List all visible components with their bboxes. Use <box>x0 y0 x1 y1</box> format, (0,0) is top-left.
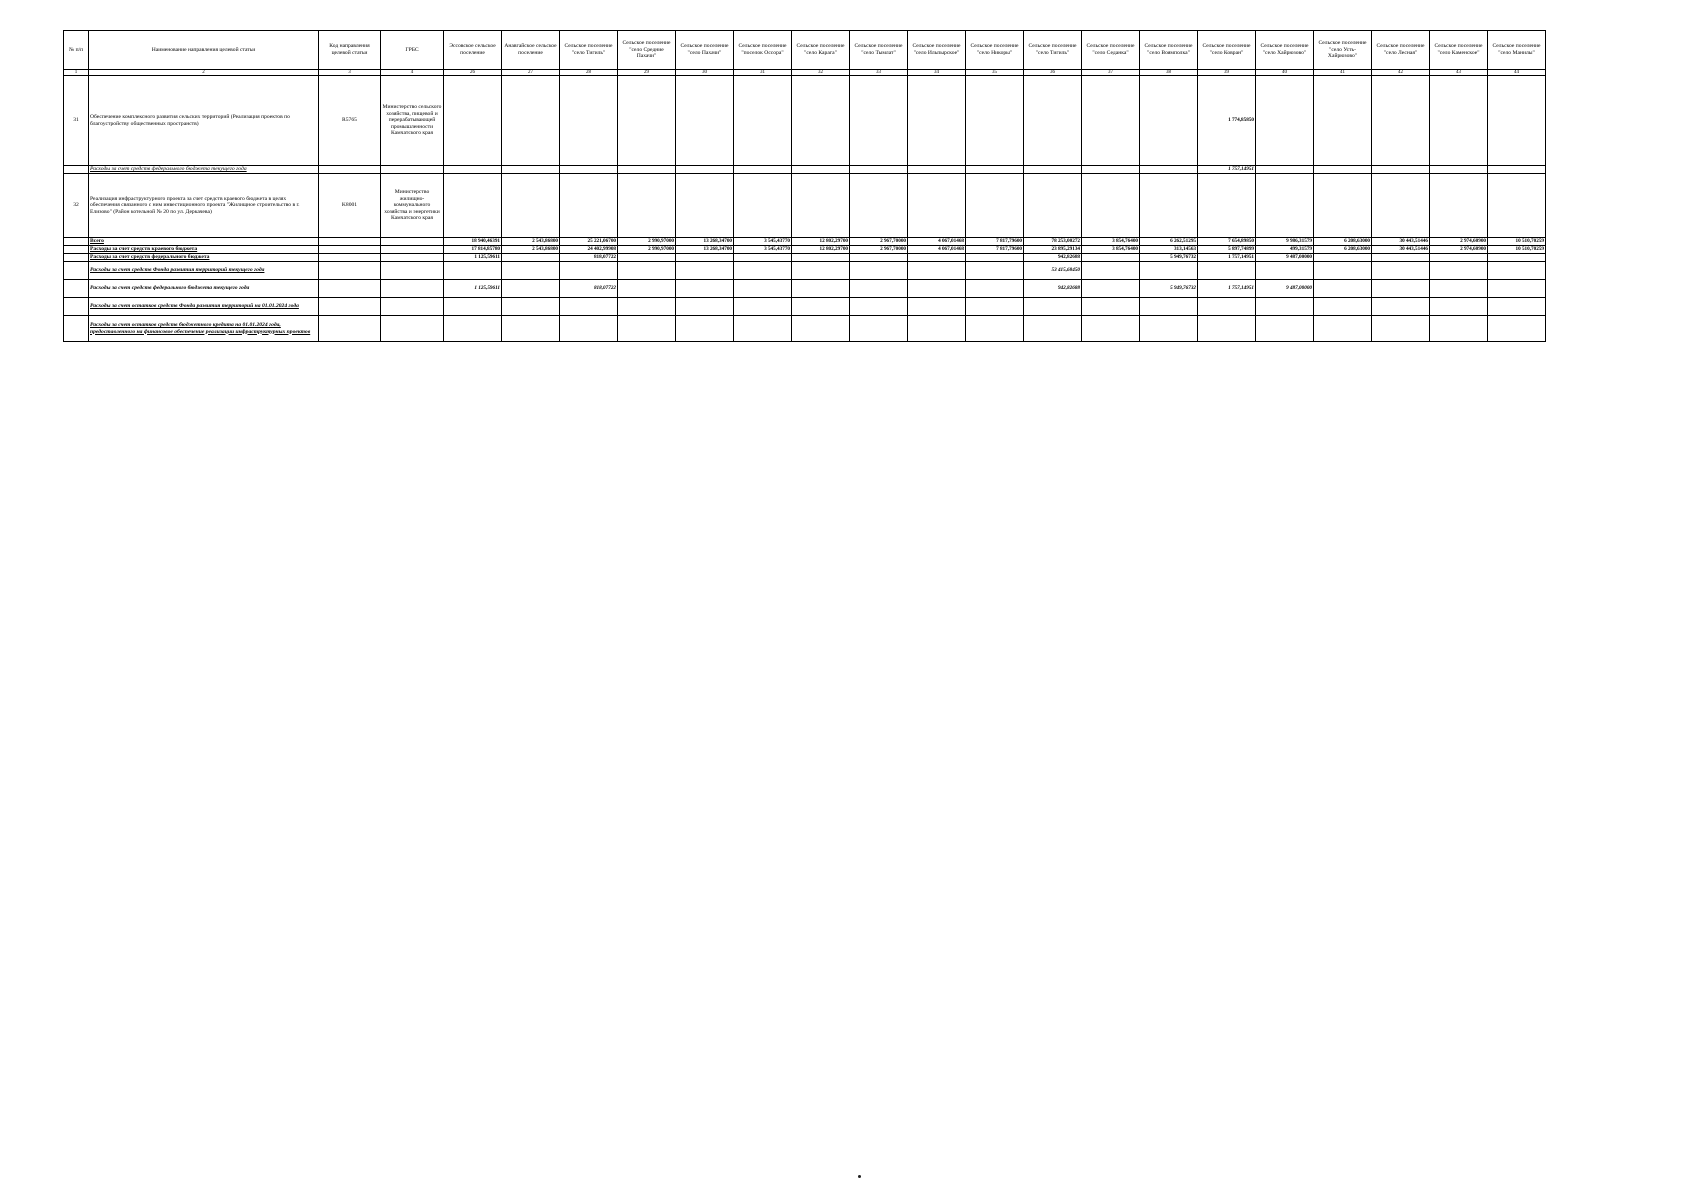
column-number: 27 <box>502 70 560 76</box>
value-cell <box>850 316 908 342</box>
value-cell <box>560 298 618 316</box>
value-cell <box>676 298 734 316</box>
value-cell <box>792 76 850 166</box>
column-number: 40 <box>1256 70 1314 76</box>
column-header: Сельское поселение "село Седанка" <box>1082 31 1140 70</box>
value-cell <box>444 262 502 280</box>
value-cell <box>618 316 676 342</box>
value-cell <box>792 254 850 262</box>
empty-cell <box>319 246 381 254</box>
value-cell <box>676 166 734 174</box>
value-cell <box>1024 76 1082 166</box>
value-cell: 78 253,00272 <box>1024 238 1082 246</box>
column-header: Сельское поселение "село Тигиль" <box>1024 31 1082 70</box>
value-cell <box>908 262 966 280</box>
row-name: Расходы за счет средств федерального бюджета текущего года <box>89 166 319 174</box>
value-cell <box>560 262 618 280</box>
column-header: Сельское поселение "село Хайрюзово" <box>1256 31 1314 70</box>
value-cell: 2 967,70000 <box>850 246 908 254</box>
value-cell <box>1430 316 1488 342</box>
row-grbs: Министерство жилищно-коммунального хозяйства и энергетики Камчатского края <box>381 174 444 238</box>
value-cell <box>1256 262 1314 280</box>
empty-cell <box>381 316 444 342</box>
column-number: 31 <box>734 70 792 76</box>
value-cell <box>734 76 792 166</box>
value-cell <box>1488 254 1546 262</box>
value-cell <box>734 166 792 174</box>
empty-cell <box>64 246 89 254</box>
empty-cell <box>64 238 89 246</box>
table-row-total <box>64 238 1546 246</box>
value-cell <box>734 254 792 262</box>
column-number: 36 <box>1024 70 1082 76</box>
value-cell: 18 940,46391 <box>444 238 502 246</box>
value-cell: 4 067,01468 <box>908 238 966 246</box>
value-cell <box>1488 262 1546 280</box>
value-cell: 2 990,97000 <box>618 238 676 246</box>
column-number: 29 <box>618 70 676 76</box>
value-cell <box>792 298 850 316</box>
value-cell <box>966 174 1024 238</box>
column-header: Сельское поселение "село Тигиль" <box>560 31 618 70</box>
value-cell <box>1314 280 1372 298</box>
column-header: Сельское поселение "село Манилы" <box>1488 31 1546 70</box>
value-cell <box>1256 166 1314 174</box>
value-cell <box>966 262 1024 280</box>
column-number: 34 <box>908 70 966 76</box>
value-cell <box>792 262 850 280</box>
value-cell: 53 415,68450 <box>1024 262 1082 280</box>
value-cell <box>1256 298 1314 316</box>
value-cell: 7 654,89850 <box>1198 238 1256 246</box>
column-header: Анавгайское сельское поселение <box>502 31 560 70</box>
table-row-fund-current <box>64 262 1546 280</box>
value-cell <box>560 76 618 166</box>
table-row-31-sub <box>64 166 1546 174</box>
value-cell <box>908 254 966 262</box>
value-cell: 13 268,34700 <box>676 246 734 254</box>
column-number: 37 <box>1082 70 1140 76</box>
stray-dot-mark <box>858 1175 861 1178</box>
row-name: Расходы за счет средств федерального бюджета <box>89 254 319 262</box>
value-cell <box>1140 166 1198 174</box>
value-cell <box>850 254 908 262</box>
value-cell <box>618 166 676 174</box>
value-cell <box>908 298 966 316</box>
value-cell <box>1082 76 1140 166</box>
value-cell: 30 443,51446 <box>1372 238 1430 246</box>
value-cell: 2 967,70000 <box>850 238 908 246</box>
value-cell <box>618 174 676 238</box>
row-number: 32 <box>64 174 89 238</box>
value-cell: 313,14563 <box>1140 246 1198 254</box>
budget-table <box>63 30 1546 342</box>
column-number: 41 <box>1314 70 1372 76</box>
value-cell <box>1430 166 1488 174</box>
row-name: Расходы за счет средств федерального бюджета текущего года <box>89 280 319 298</box>
value-cell <box>1082 262 1140 280</box>
value-cell: 5 949,76732 <box>1140 254 1198 262</box>
value-cell <box>966 166 1024 174</box>
value-cell <box>1488 166 1546 174</box>
value-cell: 2 974,60900 <box>1430 238 1488 246</box>
value-cell <box>1488 280 1546 298</box>
value-cell <box>1198 174 1256 238</box>
empty-cell <box>64 166 89 174</box>
value-cell <box>1372 174 1430 238</box>
empty-cell <box>64 280 89 298</box>
value-cell <box>850 174 908 238</box>
value-cell <box>1314 166 1372 174</box>
value-cell <box>676 254 734 262</box>
table-row-fund-remains <box>64 298 1546 316</box>
value-cell <box>1082 174 1140 238</box>
column-header: Сельское поселение "село Пахачи" <box>676 31 734 70</box>
value-cell <box>850 298 908 316</box>
value-cell <box>1024 166 1082 174</box>
value-cell: 10 510,70259 <box>1488 246 1546 254</box>
column-header: Сельское поселение "село Карага" <box>792 31 850 70</box>
value-cell: 10 510,70259 <box>1488 238 1546 246</box>
value-cell <box>1198 262 1256 280</box>
value-cell <box>1256 174 1314 238</box>
value-cell: 12 802,29700 <box>792 238 850 246</box>
value-cell <box>966 254 1024 262</box>
column-header: Сельское поселение "село Ковран" <box>1198 31 1256 70</box>
value-cell <box>1082 316 1140 342</box>
value-cell <box>1082 298 1140 316</box>
value-cell <box>444 166 502 174</box>
column-header: Эссовское сельское поселение <box>444 31 502 70</box>
empty-cell <box>64 298 89 316</box>
value-cell <box>1140 76 1198 166</box>
value-cell <box>966 316 1024 342</box>
value-cell <box>1140 174 1198 238</box>
value-cell <box>1372 254 1430 262</box>
budget-table-sheet <box>63 30 1546 342</box>
value-cell <box>966 298 1024 316</box>
value-cell <box>850 76 908 166</box>
value-cell <box>966 76 1024 166</box>
value-cell <box>1314 254 1372 262</box>
column-header: Сельское поселение "село Никоры" <box>966 31 1024 70</box>
value-cell: 4 067,01468 <box>908 246 966 254</box>
value-cell <box>1256 316 1314 342</box>
value-cell <box>1256 76 1314 166</box>
value-cell: 6 208,63000 <box>1314 238 1372 246</box>
value-cell: 499,31579 <box>1256 246 1314 254</box>
value-cell <box>618 254 676 262</box>
value-cell: 2 974,60900 <box>1430 246 1488 254</box>
value-cell <box>1024 174 1082 238</box>
empty-cell <box>319 280 381 298</box>
column-number: 44 <box>1488 70 1546 76</box>
value-cell <box>792 316 850 342</box>
value-cell: 25 221,06700 <box>560 238 618 246</box>
value-cell <box>1198 316 1256 342</box>
value-cell: 5 949,76732 <box>1140 280 1198 298</box>
value-cell <box>676 262 734 280</box>
value-cell: 2 543,86800 <box>502 238 560 246</box>
empty-cell <box>381 280 444 298</box>
value-cell: 6 208,63000 <box>1314 246 1372 254</box>
column-number: 3 <box>319 70 381 76</box>
value-cell <box>502 298 560 316</box>
column-header: Сельское поселение "село Тымлат" <box>850 31 908 70</box>
value-cell <box>444 174 502 238</box>
value-cell: 3 545,43770 <box>734 246 792 254</box>
value-cell: 1 757,14951 <box>1198 280 1256 298</box>
column-header: № п/п <box>64 31 89 70</box>
value-cell <box>734 174 792 238</box>
value-cell <box>560 316 618 342</box>
column-number: 33 <box>850 70 908 76</box>
row-name: Расходы за счет средств Фонда развития территорий текущего года <box>89 262 319 280</box>
value-cell <box>1372 316 1430 342</box>
value-cell: 1 125,59611 <box>444 254 502 262</box>
value-cell <box>850 262 908 280</box>
column-number: 42 <box>1372 70 1430 76</box>
row-grbs: Министерство сельского хозяйства, пищевой и перерабатывающей промышленности Камчатского края <box>381 76 444 166</box>
value-cell <box>502 174 560 238</box>
value-cell <box>502 166 560 174</box>
value-cell <box>1372 298 1430 316</box>
column-header: Сельское поселение "село Средние Пахачи" <box>618 31 676 70</box>
value-cell: 24 402,99908 <box>560 246 618 254</box>
value-cell <box>908 280 966 298</box>
value-cell <box>1488 316 1546 342</box>
column-number: 39 <box>1198 70 1256 76</box>
row-name: Расходы за счет остатков средств бюджетного кредита на 01.01.2024 года, предоставленного на финансовое обеспечение реализации инфраструктурных проектов <box>89 316 319 342</box>
value-cell <box>1024 316 1082 342</box>
empty-cell <box>319 166 381 174</box>
value-cell: 1 125,59611 <box>444 280 502 298</box>
column-number: 4 <box>381 70 444 76</box>
value-cell: 6 262,51295 <box>1140 238 1198 246</box>
row-number: 31 <box>64 76 89 166</box>
column-number: 32 <box>792 70 850 76</box>
value-cell: 942,82688 <box>1024 280 1082 298</box>
row-code: R5765 <box>319 76 381 166</box>
table-row-federal <box>64 254 1546 262</box>
value-cell: 818,07722 <box>560 280 618 298</box>
empty-cell <box>319 316 381 342</box>
column-header: Код направления целевой статьи <box>319 31 381 70</box>
value-cell: 9 487,00000 <box>1256 280 1314 298</box>
value-cell: 9 487,00000 <box>1256 254 1314 262</box>
row-name: Расходы за счет средств краевого бюджета <box>89 246 319 254</box>
value-cell <box>1082 166 1140 174</box>
value-cell <box>1372 166 1430 174</box>
value-cell <box>908 316 966 342</box>
value-cell <box>1314 262 1372 280</box>
value-cell: 7 817,79600 <box>966 246 1024 254</box>
value-cell <box>1140 298 1198 316</box>
value-cell <box>1430 174 1488 238</box>
table-row-31 <box>64 76 1546 166</box>
value-cell: 1 774,85850 <box>1198 76 1256 166</box>
value-cell <box>502 316 560 342</box>
empty-cell <box>381 238 444 246</box>
value-cell <box>444 76 502 166</box>
column-header: Сельское поселение "село Каменское" <box>1430 31 1488 70</box>
column-header: Сельское поселение "поселок Оссора" <box>734 31 792 70</box>
row-name: Реализация инфраструктурного проекта за счет средств краевого бюджета в целях обеспечения связанного с ним инвестиционного проекта "Жилищное строительство в г. Елизово" (Район котельной № 20 по ул. Деркачева) <box>89 174 319 238</box>
value-cell: 23 895,29134 <box>1024 246 1082 254</box>
value-cell <box>792 174 850 238</box>
column-header: Сельское поселение "село Воямполка" <box>1140 31 1198 70</box>
empty-cell <box>381 246 444 254</box>
value-cell <box>1488 174 1546 238</box>
value-cell <box>1430 254 1488 262</box>
value-cell: 1 757,14951 <box>1198 254 1256 262</box>
value-cell <box>1140 262 1198 280</box>
row-name: Всего <box>89 238 319 246</box>
column-number: 35 <box>966 70 1024 76</box>
value-cell <box>908 174 966 238</box>
value-cell: 30 443,51446 <box>1372 246 1430 254</box>
value-cell <box>1372 76 1430 166</box>
value-cell <box>676 316 734 342</box>
value-cell <box>444 316 502 342</box>
empty-cell <box>381 166 444 174</box>
table-row-regional <box>64 246 1546 254</box>
value-cell <box>734 316 792 342</box>
value-cell <box>1082 254 1140 262</box>
value-cell <box>618 76 676 166</box>
column-number: 38 <box>1140 70 1198 76</box>
value-cell <box>1430 76 1488 166</box>
table-row-budget-remains <box>64 316 1546 342</box>
value-cell <box>560 166 618 174</box>
value-cell: 942,82688 <box>1024 254 1082 262</box>
empty-cell <box>381 254 444 262</box>
value-cell <box>618 262 676 280</box>
empty-cell <box>319 298 381 316</box>
value-cell <box>1024 298 1082 316</box>
value-cell <box>1314 76 1372 166</box>
empty-cell <box>319 238 381 246</box>
value-cell <box>1140 316 1198 342</box>
row-name: Обеспечение комплексного развития сельских территорий (Реализация проектов по благоустройству общественных пространств) <box>89 76 319 166</box>
value-cell <box>734 298 792 316</box>
row-name: Расходы за счет остатков средств Фонда развития территорий на 01.01.2024 года <box>89 298 319 316</box>
value-cell <box>1488 298 1546 316</box>
value-cell <box>792 166 850 174</box>
empty-cell <box>64 316 89 342</box>
value-cell <box>1430 298 1488 316</box>
value-cell <box>1430 262 1488 280</box>
value-cell <box>850 166 908 174</box>
value-cell: 3 854,76400 <box>1082 246 1140 254</box>
value-cell <box>850 280 908 298</box>
value-cell <box>1372 262 1430 280</box>
value-cell <box>1488 76 1546 166</box>
value-cell: 7 817,79600 <box>966 238 1024 246</box>
value-cell: 3 854,76400 <box>1082 238 1140 246</box>
table-row-32 <box>64 174 1546 238</box>
value-cell: 2 990,97000 <box>618 246 676 254</box>
empty-cell <box>64 262 89 280</box>
column-number: 2 <box>89 70 319 76</box>
value-cell: 2 543,86800 <box>502 246 560 254</box>
column-number: 28 <box>560 70 618 76</box>
value-cell <box>1314 298 1372 316</box>
row-code: K8001 <box>319 174 381 238</box>
value-cell <box>1198 298 1256 316</box>
value-cell <box>676 76 734 166</box>
value-cell <box>908 76 966 166</box>
value-cell: 17 814,85780 <box>444 246 502 254</box>
value-cell <box>1314 316 1372 342</box>
value-cell <box>734 280 792 298</box>
empty-cell <box>64 254 89 262</box>
column-number: 1 <box>64 70 89 76</box>
value-cell: 3 545,43770 <box>734 238 792 246</box>
column-number: 43 <box>1430 70 1488 76</box>
column-number: 30 <box>676 70 734 76</box>
value-cell <box>1372 280 1430 298</box>
value-cell <box>502 254 560 262</box>
value-cell <box>1430 280 1488 298</box>
column-header: Сельское поселение "село Лесная" <box>1372 31 1430 70</box>
value-cell <box>618 280 676 298</box>
value-cell <box>908 166 966 174</box>
table-row-federal-current <box>64 280 1546 298</box>
value-cell <box>966 280 1024 298</box>
value-cell <box>676 280 734 298</box>
column-header: Сельское поселение "село Ильпырское" <box>908 31 966 70</box>
value-cell <box>444 298 502 316</box>
empty-cell <box>381 298 444 316</box>
empty-cell <box>381 262 444 280</box>
value-cell <box>502 76 560 166</box>
value-cell: 818,07722 <box>560 254 618 262</box>
value-cell <box>560 174 618 238</box>
value-cell <box>618 298 676 316</box>
value-cell <box>792 280 850 298</box>
value-cell: 1 757,14951 <box>1198 166 1256 174</box>
value-cell <box>1082 280 1140 298</box>
value-cell <box>502 280 560 298</box>
column-number: 26 <box>444 70 502 76</box>
column-header: Сельское поселение "село Усть-Хайрюзово" <box>1314 31 1372 70</box>
column-header: Наименование направления целевой статьи <box>89 31 319 70</box>
empty-cell <box>319 262 381 280</box>
value-cell: 13 268,34700 <box>676 238 734 246</box>
value-cell <box>502 262 560 280</box>
header-row <box>64 31 1546 70</box>
value-cell: 12 802,29700 <box>792 246 850 254</box>
value-cell <box>734 262 792 280</box>
column-header: ГРБС <box>381 31 444 70</box>
value-cell: 5 897,74899 <box>1198 246 1256 254</box>
value-cell: 9 986,31579 <box>1256 238 1314 246</box>
value-cell <box>676 174 734 238</box>
value-cell <box>1314 174 1372 238</box>
empty-cell <box>319 254 381 262</box>
